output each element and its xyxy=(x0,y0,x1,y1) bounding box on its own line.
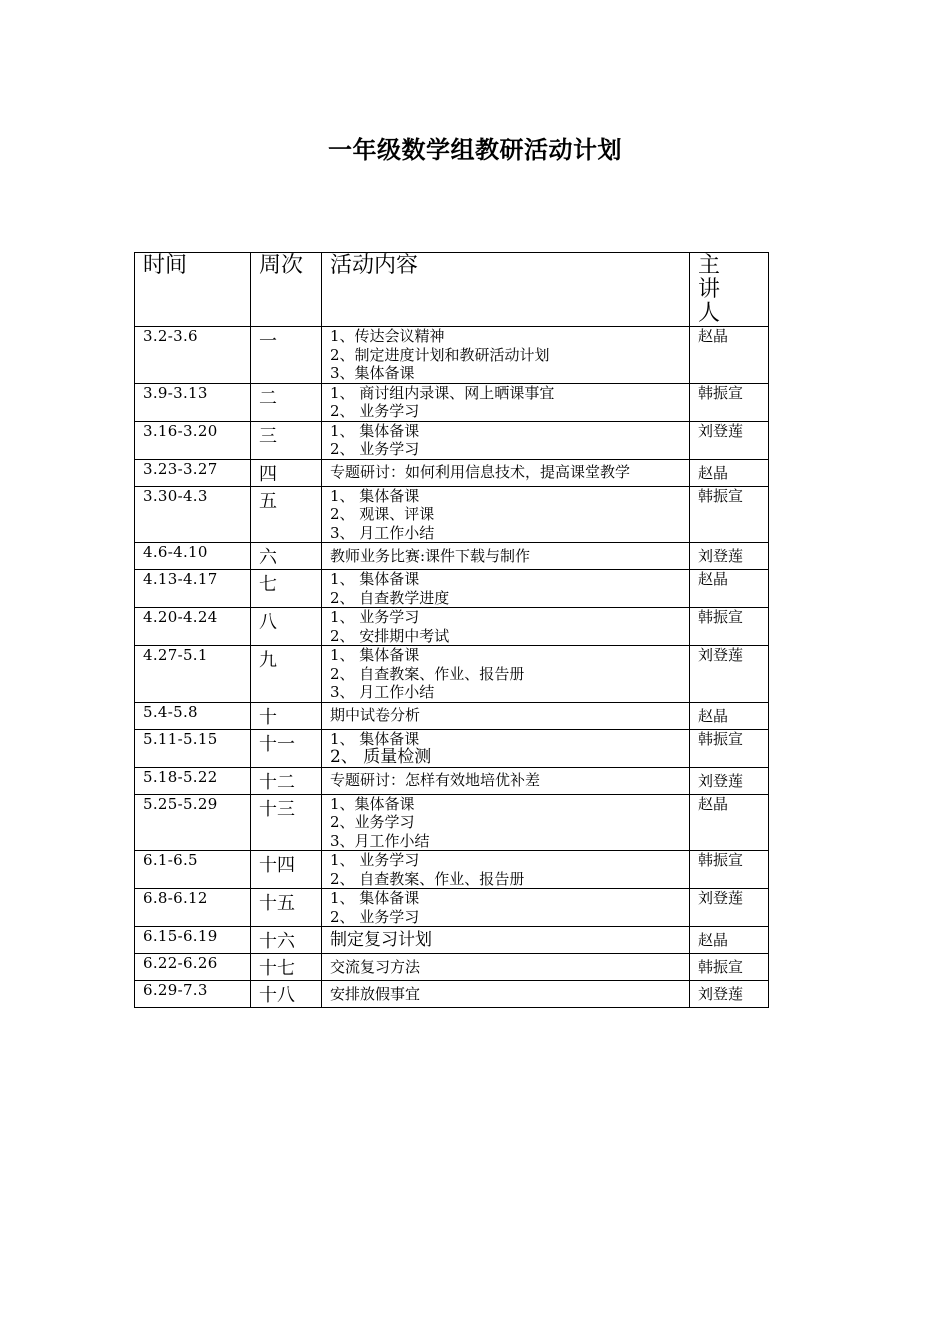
content-line: 1、 集体备课 xyxy=(330,421,420,440)
cell-content xyxy=(322,729,690,767)
table-row xyxy=(135,646,769,703)
cell-week: 一 xyxy=(251,327,322,384)
cell-time: 6.29-7.3 xyxy=(135,981,251,1008)
content-line: 2、 自查教案、作业、报告册 xyxy=(330,664,525,683)
table-body xyxy=(135,327,769,1008)
cell-time: 3.30-4.3 xyxy=(135,486,251,543)
cell-content xyxy=(322,954,690,981)
activity-plan-table xyxy=(134,252,769,1008)
content-line: 期中试卷分析 xyxy=(330,706,421,725)
cell-week: 十三 xyxy=(251,794,322,851)
cell-content xyxy=(322,927,690,954)
cell-week: 十一 xyxy=(251,729,322,767)
cell-time: 6.1-6.5 xyxy=(135,851,251,889)
cell-speaker: 韩振宣 xyxy=(690,729,769,767)
cell-week: 七 xyxy=(251,570,322,608)
cell-content xyxy=(322,608,690,646)
header-week: 周次 xyxy=(251,253,322,327)
cell-content xyxy=(322,981,690,1008)
cell-week: 四 xyxy=(251,459,322,486)
cell-speaker: 赵晶 xyxy=(690,794,769,851)
cell-time: 4.13-4.17 xyxy=(135,570,251,608)
table-row xyxy=(135,794,769,851)
table-row xyxy=(135,543,769,570)
cell-content xyxy=(322,646,690,703)
content-line: 1、 集体备课 xyxy=(330,889,420,907)
cell-content xyxy=(322,327,690,384)
cell-time: 4.6-4.10 xyxy=(135,543,251,570)
cell-content xyxy=(322,543,690,570)
content-line: 1、 业务学习 xyxy=(330,851,420,869)
cell-speaker: 赵晶 xyxy=(690,702,769,729)
cell-time: 3.16-3.20 xyxy=(135,421,251,459)
content-line: 1、 集体备课 xyxy=(330,486,420,505)
table-row xyxy=(135,889,769,927)
cell-time: 6.8-6.12 xyxy=(135,889,251,927)
cell-week: 十四 xyxy=(251,851,322,889)
cell-content xyxy=(322,767,690,794)
table-header-row xyxy=(135,253,769,327)
cell-speaker: 刘登莲 xyxy=(690,421,769,459)
cell-speaker: 赵晶 xyxy=(690,927,769,954)
content-line: 1、传达会议精神 xyxy=(330,327,445,345)
cell-time: 6.15-6.19 xyxy=(135,927,251,954)
cell-week: 六 xyxy=(251,543,322,570)
content-line: 3、 月工作小结 xyxy=(330,683,435,701)
cell-speaker: 刘登莲 xyxy=(690,646,769,703)
cell-week: 三 xyxy=(251,421,322,459)
content-line: 2、 质量检测 xyxy=(330,747,432,767)
cell-content xyxy=(322,383,690,421)
header-speaker: 主讲人 xyxy=(690,253,769,327)
content-line: 教师业务比赛:课件下载与制作 xyxy=(330,546,531,565)
content-line: 安排放假事宜 xyxy=(330,984,421,1003)
cell-speaker: 赵晶 xyxy=(690,459,769,486)
cell-speaker: 韩振宣 xyxy=(690,608,769,646)
content-line: 交流复习方法 xyxy=(330,957,421,976)
cell-time: 5.4-5.8 xyxy=(135,702,251,729)
cell-time: 4.27-5.1 xyxy=(135,646,251,703)
cell-time: 6.22-6.26 xyxy=(135,954,251,981)
cell-time: 3.2-3.6 xyxy=(135,327,251,384)
content-line: 2、 安排期中考试 xyxy=(330,626,450,645)
cell-time: 3.9-3.13 xyxy=(135,383,251,421)
header-content: 活动内容 xyxy=(322,253,690,327)
cell-speaker: 刘登莲 xyxy=(690,889,769,927)
table-row xyxy=(135,702,769,729)
content-line: 3、 月工作小结 xyxy=(330,523,435,542)
content-line: 专题研讨：如何利用信息技术，提高课堂教学 xyxy=(330,463,631,482)
cell-speaker: 韩振宣 xyxy=(690,851,769,889)
cell-speaker: 刘登莲 xyxy=(690,981,769,1008)
content-line: 1、 集体备课 xyxy=(330,646,420,664)
content-line: 1、集体备课 xyxy=(330,794,415,813)
cell-week: 十七 xyxy=(251,954,322,981)
table-row xyxy=(135,981,769,1008)
cell-content xyxy=(322,889,690,927)
cell-speaker: 刘登莲 xyxy=(690,767,769,794)
table-row xyxy=(135,383,769,421)
content-line: 2、 业务学习 xyxy=(330,440,420,458)
content-line: 1、 商讨组内录课、网上晒课事宜 xyxy=(330,383,555,402)
content-line: 2、制定进度计划和教研活动计划 xyxy=(330,345,550,364)
page-title: 一年级数学组教研活动计划 xyxy=(328,135,622,164)
cell-speaker: 刘登莲 xyxy=(690,543,769,570)
table-row xyxy=(135,954,769,981)
table-row xyxy=(135,421,769,459)
content-line: 2、 业务学习 xyxy=(330,907,420,926)
cell-week: 十六 xyxy=(251,927,322,954)
cell-content xyxy=(322,794,690,851)
content-line: 1、 集体备课 xyxy=(330,729,420,748)
table-row xyxy=(135,851,769,889)
cell-time: 5.18-5.22 xyxy=(135,767,251,794)
header-time: 时间 xyxy=(135,253,251,327)
cell-speaker: 赵晶 xyxy=(690,327,769,384)
table-row xyxy=(135,459,769,486)
cell-week: 十五 xyxy=(251,889,322,927)
cell-content xyxy=(322,459,690,486)
cell-week: 十 xyxy=(251,702,322,729)
table-row xyxy=(135,729,769,767)
cell-week: 九 xyxy=(251,646,322,703)
cell-time: 3.23-3.27 xyxy=(135,459,251,486)
cell-time: 5.25-5.29 xyxy=(135,794,251,851)
content-line: 专题研讨：怎样有效地培优补差 xyxy=(330,771,541,790)
content-line: 3、集体备课 xyxy=(330,364,415,382)
content-line: 2、业务学习 xyxy=(330,813,415,831)
content-line: 2、 观课、评课 xyxy=(330,505,435,523)
content-line: 2、 业务学习 xyxy=(330,402,420,420)
cell-content xyxy=(322,570,690,608)
content-line: 1、 集体备课 xyxy=(330,570,420,588)
cell-week: 二 xyxy=(251,383,322,421)
table-row xyxy=(135,570,769,608)
table-row xyxy=(135,608,769,646)
table-row xyxy=(135,486,769,543)
content-line: 1、 业务学习 xyxy=(330,608,420,626)
cell-content xyxy=(322,421,690,459)
content-line: 3、月工作小结 xyxy=(330,831,430,850)
cell-speaker: 韩振宣 xyxy=(690,383,769,421)
table-row xyxy=(135,927,769,954)
cell-time: 4.20-4.24 xyxy=(135,608,251,646)
cell-content xyxy=(322,486,690,543)
cell-speaker: 韩振宣 xyxy=(690,486,769,543)
cell-time: 5.11-5.15 xyxy=(135,729,251,767)
cell-week: 十八 xyxy=(251,981,322,1008)
table-row xyxy=(135,767,769,794)
content-line: 2、 自查教案、作业、报告册 xyxy=(330,869,525,888)
cell-speaker: 韩振宣 xyxy=(690,954,769,981)
cell-speaker: 赵晶 xyxy=(690,570,769,608)
content-line: 2、 自查教学进度 xyxy=(330,588,450,607)
cell-content xyxy=(322,851,690,889)
table-row xyxy=(135,327,769,384)
cell-week: 十二 xyxy=(251,767,322,794)
cell-week: 八 xyxy=(251,608,322,646)
cell-content xyxy=(322,702,690,729)
cell-week: 五 xyxy=(251,486,322,543)
content-line: 制定复习计划 xyxy=(330,929,432,950)
